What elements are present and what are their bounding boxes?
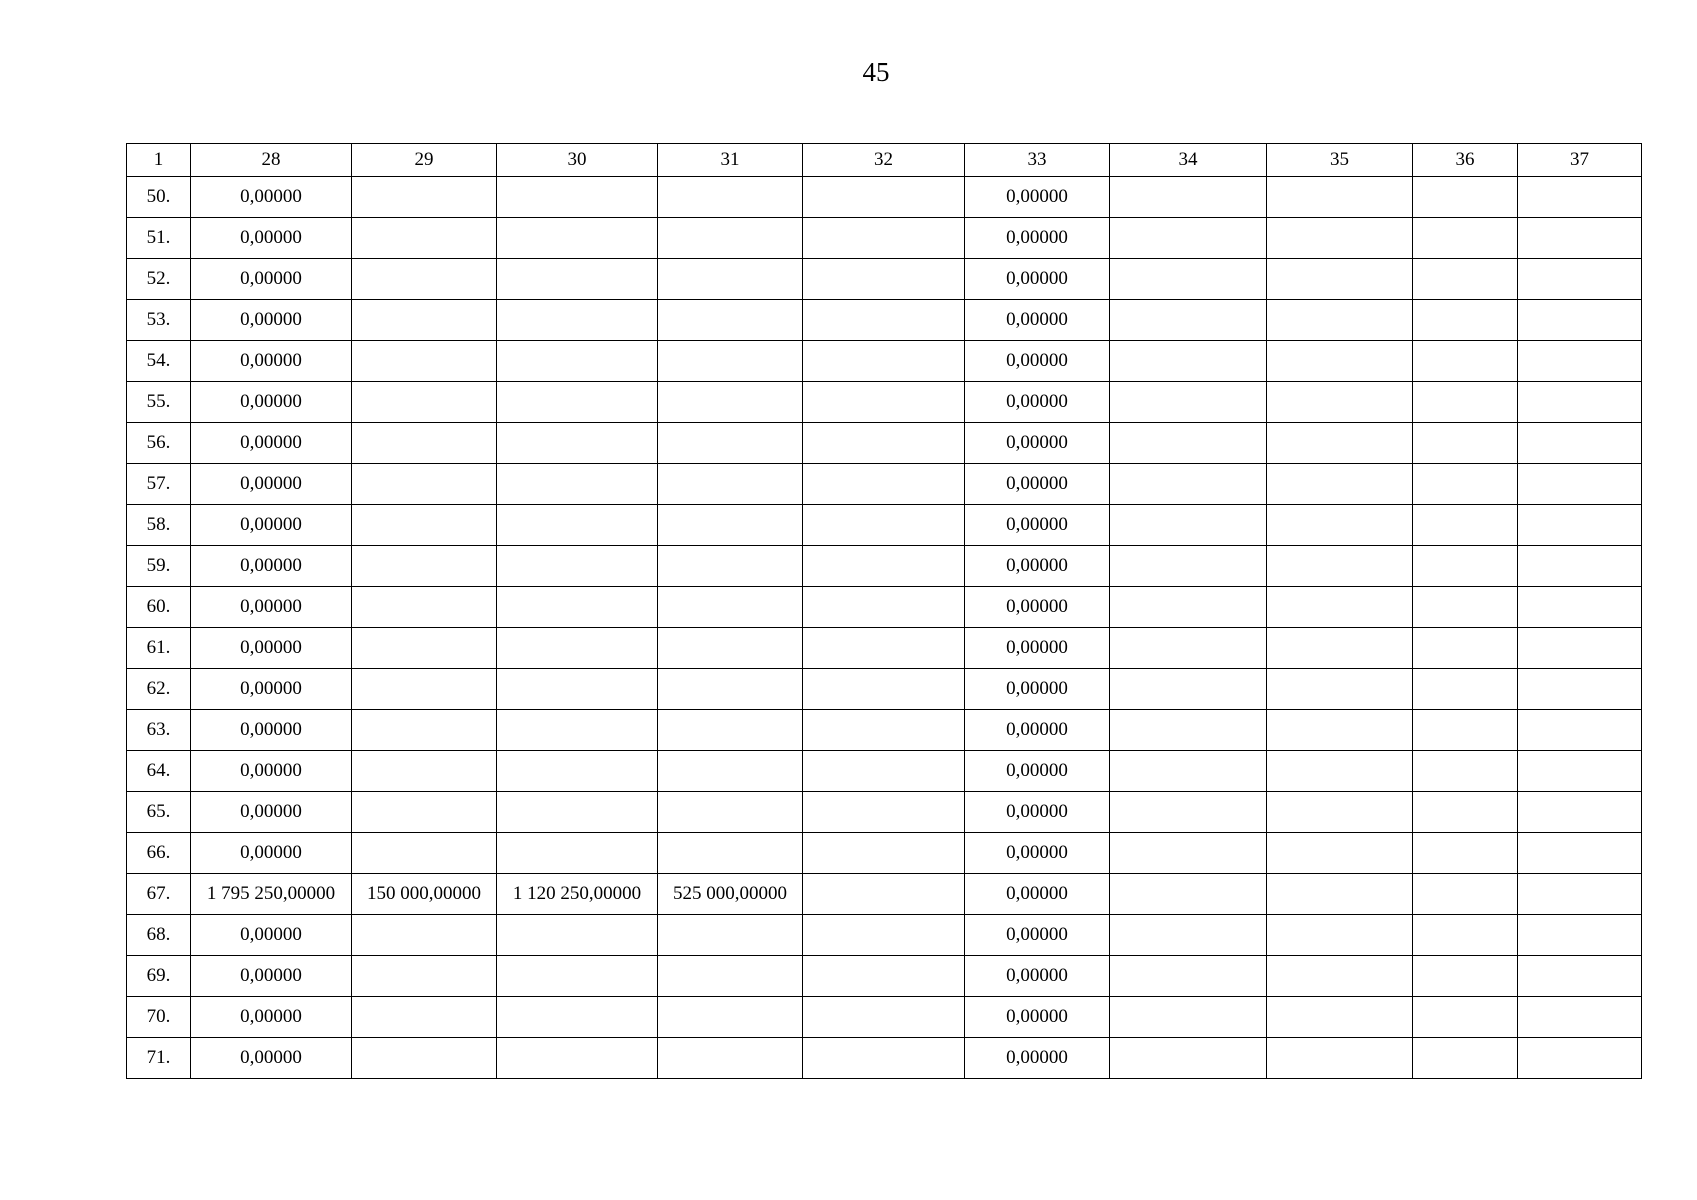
table-cell: [352, 710, 497, 751]
table-cell: [1267, 874, 1413, 915]
table-cell: [497, 997, 658, 1038]
table-cell: [352, 792, 497, 833]
table-cell: 0,00000: [191, 341, 352, 382]
table-cell: [1267, 341, 1413, 382]
table-cell: [1110, 874, 1267, 915]
table-cell: [658, 915, 803, 956]
table-cell: [352, 546, 497, 587]
table-cell: [658, 792, 803, 833]
table-cell: [1413, 833, 1518, 874]
table-cell: 0,00000: [965, 628, 1110, 669]
row-number-cell: 62.: [127, 669, 191, 710]
row-number-cell: 52.: [127, 259, 191, 300]
row-number-cell: 59.: [127, 546, 191, 587]
table-cell: [497, 505, 658, 546]
table-cell: [1110, 300, 1267, 341]
table-cell: [1413, 218, 1518, 259]
table-cell: 0,00000: [965, 177, 1110, 218]
table-cell: [1110, 669, 1267, 710]
table-cell: [1413, 997, 1518, 1038]
table-row: [127, 833, 1642, 874]
table-cell: [1413, 751, 1518, 792]
table-row: [127, 546, 1642, 587]
table-row: [127, 587, 1642, 628]
table-cell: [803, 956, 965, 997]
table-cell: [1267, 751, 1413, 792]
table-cell: [803, 505, 965, 546]
row-number-cell: 50.: [127, 177, 191, 218]
header-row: [127, 144, 1642, 177]
table-cell: [1413, 628, 1518, 669]
table-cell: [1413, 341, 1518, 382]
table-cell: [352, 833, 497, 874]
table-cell: [658, 464, 803, 505]
table-cell: [1267, 669, 1413, 710]
table-cell: 0,00000: [965, 546, 1110, 587]
table-row: [127, 505, 1642, 546]
table-cell: 0,00000: [191, 710, 352, 751]
row-number-cell: 68.: [127, 915, 191, 956]
table-cell: [352, 505, 497, 546]
table-cell: [1518, 915, 1642, 956]
table-cell: [1110, 833, 1267, 874]
table-body: [127, 177, 1642, 1079]
table-cell: [658, 218, 803, 259]
table-row: [127, 669, 1642, 710]
table-cell: [1518, 423, 1642, 464]
table-cell: 0,00000: [965, 997, 1110, 1038]
table-cell: [1267, 587, 1413, 628]
table-row: [127, 628, 1642, 669]
table-cell: [1110, 177, 1267, 218]
table-cell: [352, 464, 497, 505]
table-cell: [1110, 956, 1267, 997]
table-cell: 0,00000: [191, 956, 352, 997]
table-cell: [1413, 259, 1518, 300]
column-header: 34: [1110, 144, 1267, 177]
column-header: 30: [497, 144, 658, 177]
table-cell: [1267, 218, 1413, 259]
table-row: [127, 915, 1642, 956]
table-cell: 0,00000: [191, 792, 352, 833]
table-cell: [352, 628, 497, 669]
table-cell: [1518, 710, 1642, 751]
table-cell: [658, 546, 803, 587]
table-cell: [658, 259, 803, 300]
table-cell: [803, 218, 965, 259]
table-cell: [1413, 669, 1518, 710]
table-cell: [1413, 792, 1518, 833]
table-cell: 0,00000: [191, 587, 352, 628]
column-header: 33: [965, 144, 1110, 177]
table-cell: [1110, 710, 1267, 751]
row-number-cell: 60.: [127, 587, 191, 628]
table-cell: [658, 341, 803, 382]
table-cell: [658, 669, 803, 710]
table-cell: [497, 792, 658, 833]
table-cell: [803, 423, 965, 464]
table-cell: [1518, 833, 1642, 874]
table-cell: [1413, 710, 1518, 751]
table-cell: [1110, 341, 1267, 382]
row-number-cell: 69.: [127, 956, 191, 997]
table-cell: [803, 915, 965, 956]
table-cell: [1413, 423, 1518, 464]
table-cell: [497, 259, 658, 300]
table-cell: 0,00000: [191, 546, 352, 587]
table-cell: 525 000,00000: [658, 874, 803, 915]
row-number-cell: 54.: [127, 341, 191, 382]
table-header: [127, 144, 1642, 177]
table-row: [127, 956, 1642, 997]
table-row: [127, 259, 1642, 300]
table-cell: [1518, 669, 1642, 710]
table-cell: [803, 997, 965, 1038]
column-header: 31: [658, 144, 803, 177]
table-cell: 0,00000: [965, 1038, 1110, 1079]
table-cell: 0,00000: [965, 382, 1110, 423]
table-cell: [1267, 956, 1413, 997]
data-table: [126, 143, 1642, 1079]
table-cell: [352, 300, 497, 341]
table-cell: [658, 300, 803, 341]
table-cell: [497, 915, 658, 956]
table-cell: [658, 382, 803, 423]
table-cell: [1267, 464, 1413, 505]
table-cell: [1413, 1038, 1518, 1079]
table-cell: [497, 423, 658, 464]
table-cell: [1518, 300, 1642, 341]
row-number-cell: 64.: [127, 751, 191, 792]
table-row: [127, 710, 1642, 751]
table-cell: 0,00000: [965, 669, 1110, 710]
table-cell: [497, 1038, 658, 1079]
table-cell: [803, 628, 965, 669]
table-cell: [1267, 259, 1413, 300]
table-cell: [497, 956, 658, 997]
table-cell: 150 000,00000: [352, 874, 497, 915]
table-cell: [803, 587, 965, 628]
table-cell: 0,00000: [191, 218, 352, 259]
row-number-cell: 61.: [127, 628, 191, 669]
table-cell: [497, 382, 658, 423]
table-cell: 0,00000: [191, 628, 352, 669]
table-cell: [1518, 1038, 1642, 1079]
table-cell: [352, 259, 497, 300]
table-cell: [1110, 1038, 1267, 1079]
table-cell: [1110, 218, 1267, 259]
table-cell: 0,00000: [191, 997, 352, 1038]
table-cell: [497, 218, 658, 259]
table-cell: [497, 341, 658, 382]
table-cell: 0,00000: [191, 300, 352, 341]
table-cell: [1413, 915, 1518, 956]
table-cell: 0,00000: [965, 956, 1110, 997]
row-number-cell: 71.: [127, 1038, 191, 1079]
table-cell: [803, 710, 965, 751]
table-cell: [658, 833, 803, 874]
table-cell: [1413, 505, 1518, 546]
table-cell: [658, 505, 803, 546]
table-cell: [1413, 874, 1518, 915]
table-cell: [1413, 300, 1518, 341]
table-cell: [497, 464, 658, 505]
table-cell: [1267, 300, 1413, 341]
table-cell: [497, 833, 658, 874]
column-header: 1: [127, 144, 191, 177]
table-cell: [1110, 792, 1267, 833]
table-cell: 1 795 250,00000: [191, 874, 352, 915]
row-number-cell: 55.: [127, 382, 191, 423]
table-cell: [497, 751, 658, 792]
table-cell: [1413, 464, 1518, 505]
table-cell: 0,00000: [191, 177, 352, 218]
table-cell: [1110, 382, 1267, 423]
table-cell: [658, 751, 803, 792]
table-cell: [1110, 464, 1267, 505]
table-cell: [1518, 874, 1642, 915]
table-cell: [497, 546, 658, 587]
table-cell: 0,00000: [965, 587, 1110, 628]
table-cell: [1518, 341, 1642, 382]
row-number-cell: 63.: [127, 710, 191, 751]
table-cell: [1267, 382, 1413, 423]
table-cell: [803, 546, 965, 587]
table-cell: 0,00000: [965, 259, 1110, 300]
table-cell: 0,00000: [191, 751, 352, 792]
table-row: [127, 300, 1642, 341]
table-cell: [1518, 259, 1642, 300]
table-cell: 0,00000: [965, 792, 1110, 833]
table-cell: [803, 300, 965, 341]
table-cell: [497, 177, 658, 218]
table-cell: [803, 874, 965, 915]
table-cell: [658, 177, 803, 218]
table-cell: [352, 751, 497, 792]
table-cell: 0,00000: [965, 833, 1110, 874]
table-cell: [1110, 915, 1267, 956]
table-cell: 0,00000: [191, 259, 352, 300]
table-cell: [352, 997, 497, 1038]
table-cell: 0,00000: [965, 710, 1110, 751]
table-cell: 0,00000: [191, 423, 352, 464]
table-cell: [1267, 833, 1413, 874]
table-cell: [1518, 997, 1642, 1038]
table-cell: [658, 423, 803, 464]
table-cell: [803, 464, 965, 505]
row-number-cell: 57.: [127, 464, 191, 505]
table-cell: [352, 956, 497, 997]
table-cell: [1110, 423, 1267, 464]
table-cell: [1518, 177, 1642, 218]
column-header: 29: [352, 144, 497, 177]
table-cell: 0,00000: [965, 341, 1110, 382]
row-number-cell: 66.: [127, 833, 191, 874]
column-header: 32: [803, 144, 965, 177]
table-cell: [1110, 628, 1267, 669]
table-cell: [1518, 628, 1642, 669]
table-cell: 0,00000: [965, 874, 1110, 915]
table-cell: [1267, 997, 1413, 1038]
table-cell: [803, 792, 965, 833]
table-cell: [352, 382, 497, 423]
table-cell: 0,00000: [965, 751, 1110, 792]
table-cell: [352, 177, 497, 218]
table-cell: [1110, 751, 1267, 792]
column-header: 35: [1267, 144, 1413, 177]
table-cell: [497, 300, 658, 341]
table-cell: 0,00000: [191, 382, 352, 423]
table-cell: [352, 423, 497, 464]
table-cell: [497, 628, 658, 669]
table-cell: [352, 218, 497, 259]
column-header: 28: [191, 144, 352, 177]
table-cell: [352, 341, 497, 382]
table-cell: [1267, 792, 1413, 833]
table-cell: [803, 177, 965, 218]
table-cell: [658, 587, 803, 628]
table-row: [127, 423, 1642, 464]
table-cell: [1267, 710, 1413, 751]
table-cell: [497, 587, 658, 628]
table-cell: 0,00000: [965, 464, 1110, 505]
table-cell: [1413, 546, 1518, 587]
table-cell: 0,00000: [965, 505, 1110, 546]
table-cell: [1413, 177, 1518, 218]
table-cell: 0,00000: [965, 218, 1110, 259]
table-cell: [1267, 177, 1413, 218]
table-cell: [1518, 956, 1642, 997]
table-cell: 0,00000: [965, 915, 1110, 956]
row-number-cell: 58.: [127, 505, 191, 546]
table-cell: [1518, 587, 1642, 628]
table-cell: [803, 382, 965, 423]
table-row: [127, 997, 1642, 1038]
table-cell: [1518, 464, 1642, 505]
table-cell: [1518, 546, 1642, 587]
table-cell: [1267, 505, 1413, 546]
table-cell: [1518, 751, 1642, 792]
table-row: [127, 1038, 1642, 1079]
row-number-cell: 67.: [127, 874, 191, 915]
table-cell: [803, 341, 965, 382]
table-cell: [497, 710, 658, 751]
table-row: [127, 382, 1642, 423]
table-cell: [1110, 259, 1267, 300]
table-cell: [1267, 423, 1413, 464]
table-cell: [803, 669, 965, 710]
table-cell: [803, 1038, 965, 1079]
table-cell: [803, 751, 965, 792]
table-cell: 0,00000: [191, 833, 352, 874]
table-row: [127, 341, 1642, 382]
table-cell: [1518, 382, 1642, 423]
page-number: 45: [862, 57, 890, 87]
table-cell: 0,00000: [191, 1038, 352, 1079]
table-row: [127, 218, 1642, 259]
table-cell: [352, 587, 497, 628]
row-number-cell: 53.: [127, 300, 191, 341]
table-cell: [497, 669, 658, 710]
table-cell: [803, 833, 965, 874]
table-cell: [1267, 628, 1413, 669]
table-cell: 0,00000: [191, 505, 352, 546]
table-cell: [658, 956, 803, 997]
table-cell: [1518, 218, 1642, 259]
table-cell: [352, 1038, 497, 1079]
table-cell: [1110, 997, 1267, 1038]
table-cell: [1413, 956, 1518, 997]
table-cell: [803, 259, 965, 300]
table-row: [127, 792, 1642, 833]
table-cell: [1267, 546, 1413, 587]
table-cell: 0,00000: [191, 464, 352, 505]
table-cell: [658, 710, 803, 751]
row-number-cell: 65.: [127, 792, 191, 833]
table-cell: [1413, 382, 1518, 423]
table-row: [127, 874, 1642, 915]
column-header: 37: [1518, 144, 1642, 177]
table-cell: [658, 628, 803, 669]
table-cell: 1 120 250,00000: [497, 874, 658, 915]
table-cell: 0,00000: [191, 915, 352, 956]
table-cell: [1518, 792, 1642, 833]
table-cell: [1110, 587, 1267, 628]
table-row: [127, 464, 1642, 505]
row-number-cell: 51.: [127, 218, 191, 259]
table-cell: 0,00000: [965, 300, 1110, 341]
table-cell: [1267, 915, 1413, 956]
table-cell: [352, 669, 497, 710]
table-row: [127, 751, 1642, 792]
table-cell: [1413, 587, 1518, 628]
row-number-cell: 56.: [127, 423, 191, 464]
table-cell: [1110, 546, 1267, 587]
table-cell: [1267, 1038, 1413, 1079]
table-cell: [1110, 505, 1267, 546]
table-row: [127, 177, 1642, 218]
column-header: 36: [1413, 144, 1518, 177]
table-cell: [352, 915, 497, 956]
table-cell: [658, 1038, 803, 1079]
row-number-cell: 70.: [127, 997, 191, 1038]
table-cell: 0,00000: [191, 669, 352, 710]
table-cell: [658, 997, 803, 1038]
table-cell: 0,00000: [965, 423, 1110, 464]
table-cell: [1518, 505, 1642, 546]
